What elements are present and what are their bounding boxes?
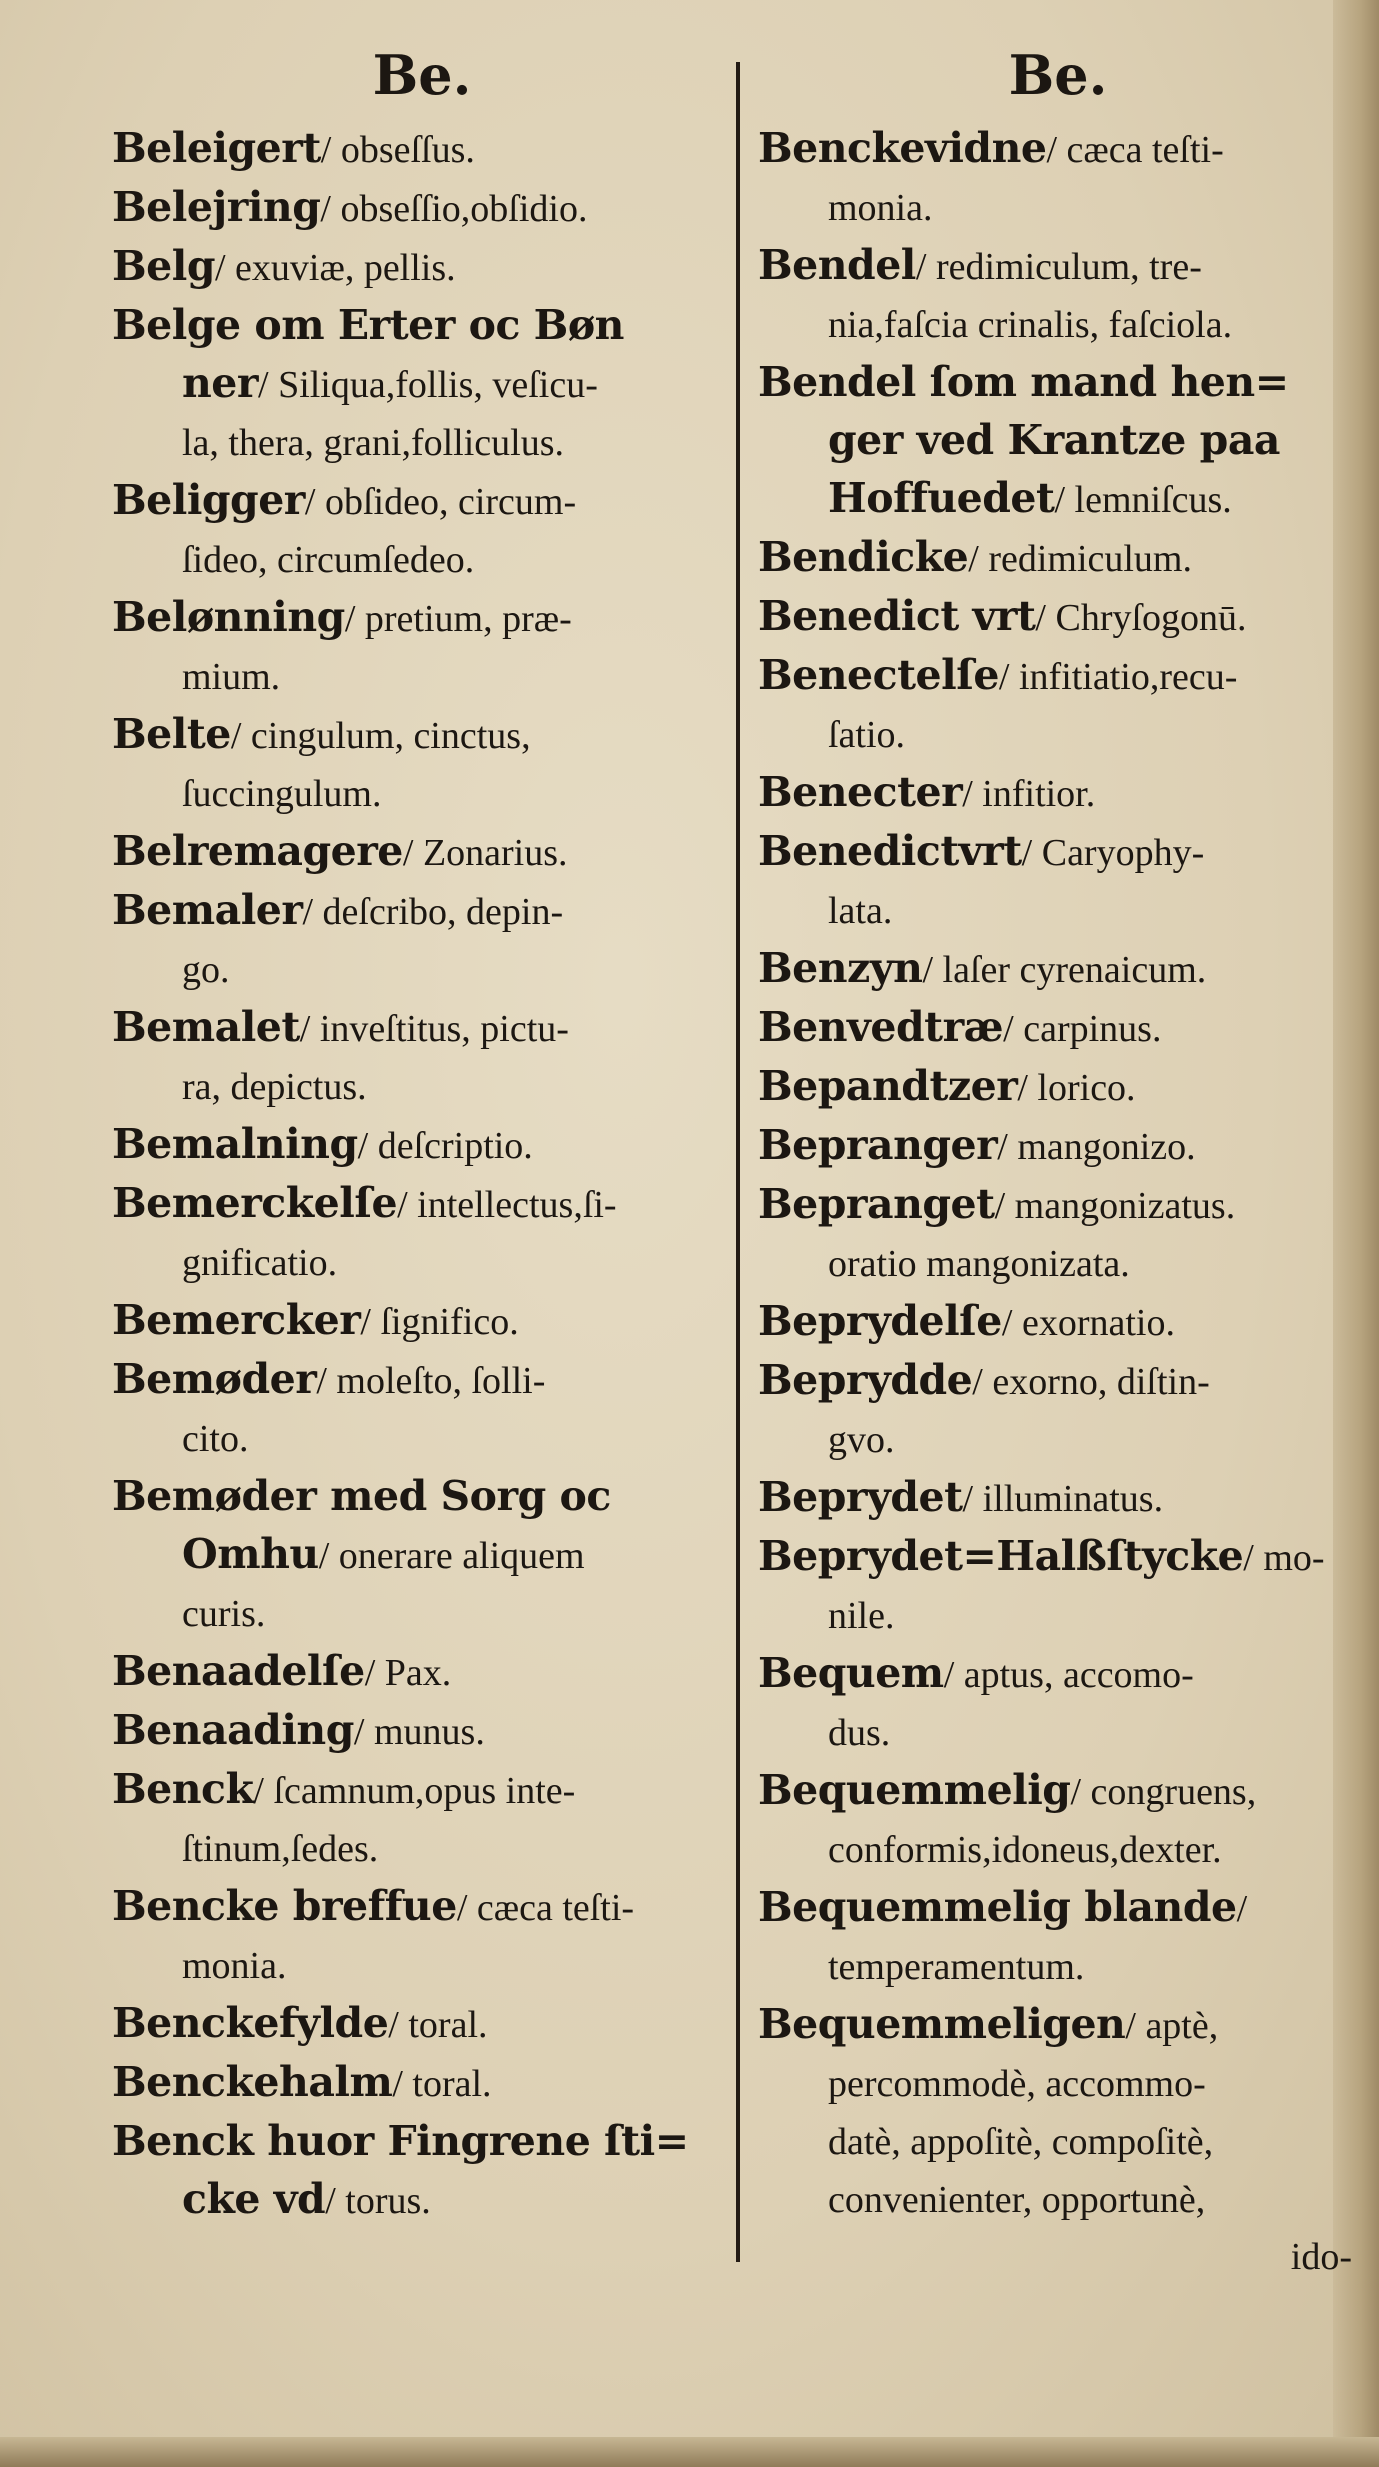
- entry-line: [112, 1292, 732, 1351]
- entry-continuation: [758, 2055, 1358, 2113]
- separator: /: [998, 656, 1010, 698]
- headword: Beligger: [112, 476, 305, 524]
- definition: Chryſogonū.: [1045, 597, 1247, 639]
- headword: Bepandtzer: [758, 1062, 1018, 1110]
- definition: onerare aliquem: [329, 1535, 585, 1577]
- dictionary-entry: [758, 940, 1358, 999]
- definition: exornatio.: [1012, 1302, 1175, 1344]
- dictionary-entry: [112, 589, 732, 706]
- entry-line: [112, 120, 732, 179]
- headword: Benvedtræ: [758, 1003, 1004, 1051]
- entry-continuation: [758, 1411, 1358, 1469]
- entry-line: [112, 999, 732, 1058]
- definition: mo-: [1253, 1537, 1325, 1579]
- definition: obseſſus.: [331, 129, 475, 171]
- headword: Beprydde: [758, 1356, 973, 1404]
- entry-continuation: [112, 1410, 732, 1468]
- headword: Benaadelſe: [112, 1647, 365, 1695]
- separator: /: [968, 538, 979, 580]
- entry-line: [758, 1293, 1358, 1352]
- definition: exuviæ, pellis.: [225, 247, 456, 289]
- headword: Bemøder: [112, 1355, 317, 1403]
- separator: /: [214, 247, 226, 289]
- running-head-left: Be.: [372, 43, 472, 107]
- entry-continuation: [112, 1937, 732, 1995]
- definition: cito.: [182, 1418, 249, 1460]
- catchword: ido-: [1290, 2236, 1352, 2278]
- headword: Benectelſe: [758, 651, 999, 699]
- definition: aptus, accomo-: [954, 1654, 1194, 1696]
- definition: ſatio.: [828, 714, 906, 756]
- definition: cingulum, cinctus,: [241, 715, 531, 757]
- separator: /: [1054, 479, 1066, 521]
- entry-continuation: [758, 1235, 1358, 1293]
- separator: /: [1236, 1888, 1248, 1930]
- headword: Belønning: [112, 593, 345, 641]
- entry-line: [758, 1879, 1358, 1938]
- dictionary-entry: [758, 999, 1358, 1058]
- entry-continuation: [758, 2113, 1358, 2171]
- definition: lemniſcus.: [1065, 479, 1232, 521]
- dictionary-entry: [112, 1116, 732, 1175]
- separator: /: [915, 246, 927, 288]
- definition: torus.: [335, 2180, 431, 2222]
- entry-line: [112, 589, 732, 648]
- entry-line: [758, 529, 1358, 588]
- definition: lata.: [828, 890, 893, 932]
- page-bottom-edge: [0, 2437, 1379, 2467]
- definition: exorno, diſtin-: [982, 1361, 1210, 1403]
- entry-continuation: [112, 648, 732, 706]
- separator: /: [1243, 1537, 1254, 1579]
- entry-line: [758, 1058, 1358, 1117]
- definition: percommodè, accommo-: [828, 2063, 1206, 2105]
- headword: Bencke breffue: [112, 1882, 457, 1930]
- definition: moleſto, ſolli-: [326, 1360, 546, 1402]
- separator: /: [943, 1654, 955, 1696]
- entry-continuation: [112, 1058, 732, 1116]
- entry-line: [758, 1528, 1358, 1587]
- headword: Bemerckelſe: [112, 1179, 398, 1227]
- definition: illuminatus.: [973, 1478, 1164, 1520]
- entry-continuation: [112, 414, 732, 472]
- definition: toral.: [398, 2004, 488, 2046]
- entry-continuation: [758, 179, 1358, 237]
- definition: conformis,idoneus,dexter.: [828, 1829, 1222, 1871]
- definition: mangonizo.: [1007, 1126, 1196, 1168]
- definition: ſideo, circumſedeo.: [182, 539, 475, 581]
- entry-line: [112, 1995, 732, 2054]
- entry-continuation: [112, 765, 732, 823]
- column-divider: [736, 62, 740, 2262]
- entry-continuation: [112, 355, 732, 414]
- separator: /: [1003, 1008, 1014, 1050]
- headword-continuation: Hoffuedet: [828, 474, 1055, 522]
- dictionary-entry: [112, 1468, 732, 1643]
- definition: laſer cyrenaicum.: [933, 949, 1207, 991]
- separator: /: [253, 1770, 264, 1812]
- definition: lorico.: [1027, 1067, 1136, 1109]
- headword-continuation: ger ved Krantze paa: [828, 416, 1280, 464]
- headword: Beprydelſe: [758, 1297, 1002, 1345]
- headword-continuation: ner: [182, 359, 258, 407]
- entry-line: [112, 1702, 732, 1761]
- definition: ſuccingulum.: [182, 773, 382, 815]
- definition: go.: [182, 949, 230, 991]
- dictionary-entry: [112, 238, 732, 297]
- definition: obſideo, circum-: [315, 481, 577, 523]
- definition: redimiculum, tre-: [926, 246, 1202, 288]
- definition: Siliqua,follis, veſicu-: [268, 364, 598, 406]
- dictionary-entry: [758, 1117, 1358, 1176]
- dictionary-entry: [112, 823, 732, 882]
- separator: /: [299, 1008, 311, 1050]
- entry-continuation: [758, 882, 1358, 940]
- entry-line: [758, 120, 1358, 179]
- definition: datè, appoſitè, compoſitè,: [828, 2121, 1214, 2163]
- separator: /: [994, 1185, 1006, 1227]
- definition: Zonarius.: [413, 832, 568, 874]
- entry-continuation: [112, 1585, 732, 1643]
- definition: temperamentum.: [828, 1946, 1085, 1988]
- entry-continuation: [112, 1234, 732, 1292]
- separator: /: [1070, 1771, 1082, 1813]
- dictionary-entry: [112, 999, 732, 1116]
- definition: infitior.: [972, 773, 1096, 815]
- entry-line: [758, 1176, 1358, 1235]
- headword: Benck: [112, 1765, 254, 1813]
- dictionary-entry: [758, 1645, 1358, 1762]
- separator: /: [344, 598, 356, 640]
- headword: Benedictvrt: [758, 827, 1022, 875]
- entry-line: [758, 940, 1358, 999]
- entry-continuation: [112, 2171, 732, 2230]
- entry-continuation: [112, 531, 732, 589]
- right-entries: [758, 120, 1358, 2229]
- entry-line: [758, 588, 1358, 647]
- headword: Bemalet: [112, 1003, 300, 1051]
- separator: /: [1035, 597, 1046, 639]
- definition: deſcribo, depin-: [313, 891, 564, 933]
- definition: dus.: [828, 1712, 891, 1754]
- dictionary-entry: [112, 882, 732, 999]
- separator: /: [1017, 1067, 1028, 1109]
- headword: Bemercker: [112, 1296, 361, 1344]
- separator: /: [962, 773, 973, 815]
- definition: curis.: [182, 1593, 266, 1635]
- dictionary-entry: [758, 588, 1358, 647]
- headword: Benckehalm: [112, 2058, 393, 2106]
- headword: Bemaler: [112, 886, 303, 934]
- separator: /: [316, 1360, 327, 1402]
- headword: Benecter: [758, 768, 963, 816]
- separator: /: [364, 1652, 376, 1694]
- definition: obseſſio,obſidio.: [330, 188, 588, 230]
- entry-line: [758, 823, 1358, 882]
- definition: nile.: [828, 1595, 895, 1637]
- right-column: [758, 40, 1358, 2286]
- dictionary-entry: [758, 237, 1358, 354]
- separator: /: [318, 1535, 330, 1577]
- definition: la, thera, grani,folliculus.: [182, 422, 564, 464]
- definition: carpinus.: [1013, 1008, 1162, 1050]
- definition: gnificatio.: [182, 1242, 338, 1284]
- separator: /: [360, 1301, 371, 1343]
- dictionary-entry: [112, 1995, 732, 2054]
- entry-line: [112, 2113, 732, 2171]
- definition: ſtinum,ſedes.: [182, 1828, 379, 1870]
- separator: /: [258, 364, 269, 406]
- dictionary-entry: [112, 297, 732, 472]
- dictionary-entry: [112, 1292, 732, 1351]
- definition: monia.: [828, 187, 933, 229]
- entry-line: [112, 1761, 732, 1820]
- entry-line: [758, 1469, 1358, 1528]
- headword: Bendel: [758, 241, 916, 289]
- definition: ſcamnum,opus inte-: [263, 1770, 576, 1812]
- dictionary-entry: [112, 1878, 732, 1995]
- separator: /: [397, 1184, 408, 1226]
- definition: pretium, præ-: [355, 598, 572, 640]
- entry-line: [112, 882, 732, 941]
- headword: Belte: [112, 710, 231, 758]
- left-column: [112, 40, 732, 2230]
- dictionary-entry: [758, 823, 1358, 940]
- dictionary-entry: [112, 1351, 732, 1468]
- entry-line: [112, 297, 732, 355]
- separator: /: [388, 2004, 399, 2046]
- dictionary-entry: [112, 2054, 732, 2113]
- separator: /: [1046, 129, 1058, 171]
- definition: ſignifico.: [370, 1301, 519, 1343]
- entry-continuation: [758, 470, 1358, 529]
- headword: Bequem: [758, 1649, 944, 1697]
- separator: /: [402, 832, 414, 874]
- entry-continuation: [758, 1704, 1358, 1762]
- entry-line: [758, 1352, 1358, 1411]
- headword: Benaading: [112, 1706, 354, 1754]
- entry-continuation: [112, 1820, 732, 1878]
- definition: munus.: [364, 1711, 485, 1753]
- definition: convenienter, opportunè,: [828, 2179, 1206, 2221]
- dictionary-entry: [758, 764, 1358, 823]
- entry-line: [112, 179, 732, 238]
- headword: Bemøder med Sorg oc: [112, 1472, 611, 1520]
- headword: Beprydet=Halßſtycke: [758, 1532, 1244, 1580]
- definition: cæca teſti-: [467, 1887, 635, 1929]
- running-head-right: Be.: [1008, 43, 1108, 107]
- entry-continuation: [758, 412, 1358, 470]
- definition: cæca teſti-: [1057, 129, 1224, 171]
- separator: /: [230, 715, 242, 757]
- headword: Benck huor Fingrene ſti=: [112, 2117, 689, 2165]
- entry-line: [758, 764, 1358, 823]
- entry-line: [112, 238, 732, 297]
- headword: Bemalning: [112, 1120, 358, 1168]
- definition: ra, depictus.: [182, 1066, 367, 1108]
- headword: Benckevidne: [758, 124, 1047, 172]
- headword: Bendicke: [758, 533, 969, 581]
- definition: deſcriptio.: [368, 1125, 533, 1167]
- dictionary-entry: [758, 1528, 1358, 1645]
- entry-line: [758, 1117, 1358, 1176]
- dictionary-entry: [758, 1996, 1358, 2229]
- dictionary-entry: [758, 1058, 1358, 1117]
- definition: toral.: [402, 2063, 492, 2105]
- dictionary-entry: [758, 354, 1358, 529]
- entry-continuation: [758, 1821, 1358, 1879]
- headword: Bepranget: [758, 1180, 995, 1228]
- separator: /: [922, 949, 934, 991]
- headword: Bequemmelig: [758, 1766, 1071, 1814]
- separator: /: [320, 188, 331, 230]
- definition: aptè,: [1135, 2005, 1219, 2047]
- entry-continuation: [758, 706, 1358, 764]
- dictionary-entry: [758, 120, 1358, 237]
- dictionary-entry: [112, 1643, 732, 1702]
- dictionary-entry: [758, 1293, 1358, 1352]
- dictionary-entry: [758, 1352, 1358, 1469]
- entry-continuation: [112, 1526, 732, 1585]
- definition: redimiculum.: [978, 538, 1192, 580]
- dictionary-entry: [112, 120, 732, 179]
- headword: Belremagere: [112, 827, 403, 875]
- separator: /: [357, 1125, 369, 1167]
- entry-continuation: [758, 296, 1358, 354]
- headword: Bequemmeligen: [758, 2000, 1126, 2048]
- separator: /: [1021, 832, 1033, 874]
- headword: Belge om Erter oc Bøn: [112, 301, 624, 349]
- separator: /: [972, 1361, 983, 1403]
- entry-line: [112, 1468, 732, 1526]
- definition: monia.: [182, 1945, 287, 1987]
- definition: nia,faſcia crinalis, faſciola.: [828, 304, 1233, 346]
- dictionary-entry: [112, 1175, 732, 1292]
- definition: intellectus,ſi-: [407, 1184, 617, 1226]
- dictionary-entry: [112, 706, 732, 823]
- entry-continuation: [758, 2171, 1358, 2229]
- headword-continuation: Omhu: [182, 1530, 319, 1578]
- separator: /: [392, 2063, 403, 2105]
- entry-line: [112, 1116, 732, 1175]
- headword: Benzyn: [758, 944, 923, 992]
- entry-line: [112, 472, 732, 531]
- entry-line: [112, 1878, 732, 1937]
- dictionary-entry: [758, 1469, 1358, 1528]
- headword: Bequemmelig blande: [758, 1883, 1237, 1931]
- separator: /: [353, 1711, 365, 1753]
- entry-continuation: [758, 1938, 1358, 1996]
- definition: Pax.: [375, 1652, 452, 1694]
- dictionary-entry: [758, 1879, 1358, 1996]
- definition: gvo.: [828, 1419, 895, 1461]
- separator: /: [304, 481, 316, 523]
- entry-line: [758, 1996, 1358, 2055]
- separator: /: [456, 1887, 468, 1929]
- separator: /: [1125, 2005, 1136, 2047]
- headword: Bepranger: [758, 1121, 998, 1169]
- separator: /: [997, 1126, 1008, 1168]
- entry-line: [758, 999, 1358, 1058]
- entry-line: [112, 823, 732, 882]
- dictionary-entry: [758, 647, 1358, 764]
- entry-continuation: [758, 1587, 1358, 1645]
- headword: Benckefylde: [112, 1999, 389, 2047]
- separator: /: [320, 129, 332, 171]
- definition: congruens,: [1081, 1771, 1257, 1813]
- entry-line: [758, 237, 1358, 296]
- definition: Caryophy-: [1032, 832, 1205, 874]
- headword: Beleigert: [112, 124, 321, 172]
- headword: Bendel ſom mand hen=: [758, 358, 1289, 406]
- dictionary-entry: [112, 2113, 732, 2230]
- entry-line: [112, 1351, 732, 1410]
- dictionary-entry: [112, 179, 732, 238]
- separator: /: [962, 1478, 974, 1520]
- entry-line: [758, 647, 1358, 706]
- definition: oratio mangonizata.: [828, 1243, 1130, 1285]
- headword: Beprydet: [758, 1473, 963, 1521]
- dictionary-entry: [112, 1761, 732, 1878]
- entry-continuation: [112, 941, 732, 999]
- separator: /: [302, 891, 314, 933]
- separator: /: [325, 2180, 336, 2222]
- dictionary-entry: [758, 1176, 1358, 1293]
- entry-line: [112, 1643, 732, 1702]
- definition: inveſtitus, pictu-: [310, 1008, 569, 1050]
- headword: Benedict vrt: [758, 592, 1036, 640]
- definition: infitiatio,recu-: [1009, 656, 1238, 698]
- separator: /: [1001, 1302, 1013, 1344]
- headword-continuation: cke vd: [182, 2175, 326, 2223]
- dictionary-entry: [758, 1762, 1358, 1879]
- dictionary-entry: [112, 472, 732, 589]
- entry-line: [112, 2054, 732, 2113]
- entry-line: [758, 1645, 1358, 1704]
- headword: Belg: [112, 242, 215, 290]
- definition: mangonizatus.: [1005, 1185, 1236, 1227]
- dictionary-entry: [758, 529, 1358, 588]
- entry-line: [758, 1762, 1358, 1821]
- headword: Belejring: [112, 183, 321, 231]
- entry-line: [112, 1175, 732, 1234]
- definition: mium.: [182, 656, 281, 698]
- left-entries: [112, 120, 732, 2230]
- entry-line: [112, 706, 732, 765]
- dictionary-entry: [112, 1702, 732, 1761]
- entry-line: [758, 354, 1358, 412]
